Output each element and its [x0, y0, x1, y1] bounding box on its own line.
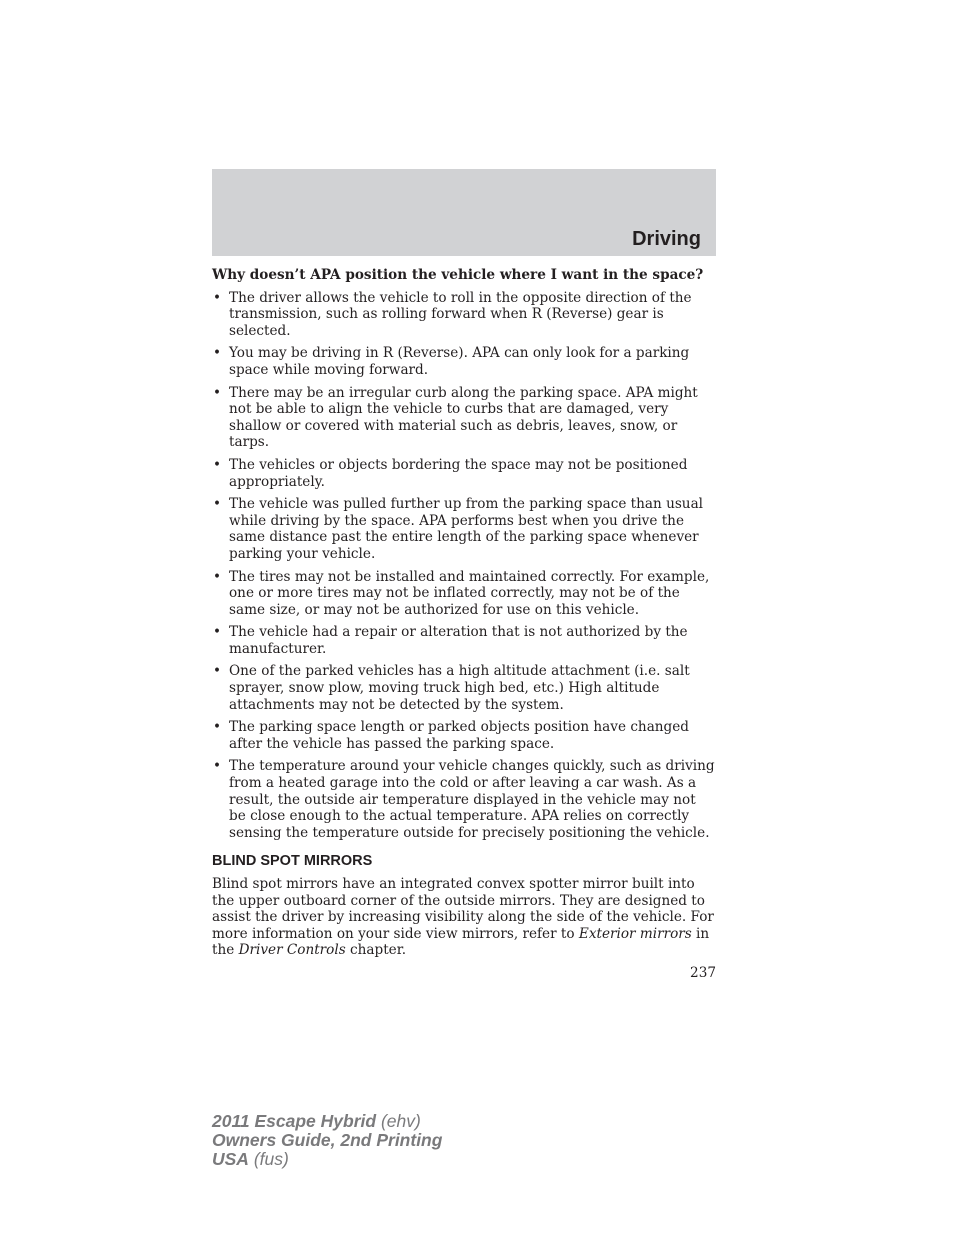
list-item-text: The vehicle was pulled further up from the parking space than usual while driving by the space. APA performs best when you drive the same distance past the entire length of the parking space whenever parking your vehicle. — [229, 496, 704, 562]
paragraph-text: in the — [212, 925, 710, 959]
list-item — [212, 345, 716, 378]
footer-model-code: (ehv) — [376, 1111, 421, 1131]
bullet-icon: • — [213, 663, 222, 680]
faq-question: Why doesn’t APA position the vehicle where I want in the space? — [212, 267, 704, 283]
bullet-icon: • — [213, 719, 222, 736]
footer-region-code: (fus) — [248, 1149, 289, 1169]
paragraph-text: Blind spot mirrors have an integrated convex spotter mirror built into the upper outboard corner of the outside mirrors. They are designed to assist the driver by increasing visibility along the side of the vehicle. For more information on your side view mirrors, refer to — [212, 876, 714, 942]
page-content — [212, 267, 716, 982]
list-item — [212, 496, 716, 562]
bullet-icon: • — [213, 345, 222, 362]
blind-spot-paragraph — [212, 876, 716, 959]
paragraph-text: chapter. — [345, 942, 407, 959]
exterior-mirrors-reference: Exterior mirrors — [578, 925, 692, 942]
list-item-text: The temperature around your vehicle changes quickly, such as driving from a heated garage into the cold or after leaving a car wash. As a result, the outside air temperature displayed in the vehicle may not be close enough to the actual temperature. APA relies on correctly sensing the temperature outside for precisely positioning the vehicle. — [229, 758, 715, 841]
document-footer — [212, 1112, 442, 1169]
bullet-icon: • — [213, 456, 222, 473]
section-header-band — [212, 169, 716, 256]
reason-list — [212, 290, 716, 842]
list-item-text: You may be driving in R (Reverse). APA can only look for a parking space while moving forward. — [229, 345, 690, 378]
driver-controls-reference: Driver Controls — [238, 942, 346, 959]
bullet-icon: • — [213, 758, 222, 775]
bullet-icon: • — [213, 496, 222, 513]
list-item — [212, 457, 716, 490]
list-item-text: The driver allows the vehicle to roll in the opposite direction of the transmission, such as rolling forward when R (Reverse) gear is selected. — [229, 289, 692, 339]
bullet-icon: • — [213, 289, 222, 306]
footer-line-region — [212, 1150, 442, 1169]
section-title: Driving — [632, 228, 701, 250]
list-item-text: The vehicle had a repair or alteration that is not authorized by the manufacturer. — [229, 624, 688, 657]
bullet-icon: • — [213, 624, 222, 641]
footer-model-name: 2011 Escape Hybrid — [212, 1111, 377, 1131]
blind-spot-heading: BLIND SPOT MIRRORS — [212, 853, 373, 870]
list-item — [212, 385, 716, 451]
footer-region: USA — [212, 1149, 249, 1169]
bullet-icon: • — [213, 568, 222, 585]
list-item-text: There may be an irregular curb along the parking space. APA might not be able to align the vehicle to curbs that are damaged, very shallow or covered with material such as debris, leaves, snow, or tarps. — [229, 384, 698, 451]
footer-guide-name: Owners Guide, 2nd Printing — [212, 1130, 443, 1150]
page-number: 237 — [690, 964, 716, 981]
list-item — [212, 719, 716, 752]
list-item-text: The vehicles or objects bordering the space may not be positioned appropriately. — [229, 456, 688, 490]
list-item — [212, 290, 716, 340]
list-item-text: The parking space length or parked objects position have changed after the vehicle has passed the parking space. — [229, 719, 689, 752]
list-item-text: One of the parked vehicles has a high altitude attachment (i.e. salt sprayer, snow plow, moving truck high bed, etc.) High altitude attachments may not be detected by the system. — [229, 663, 690, 713]
list-item — [212, 663, 716, 713]
bullet-icon: • — [213, 384, 222, 401]
list-item-text: The tires may not be installed and maintained correctly. For example, one or more tires may not be inflated correctly, may not be of the same size, or may not be authorized for use on this vehicle. — [229, 568, 710, 618]
footer-line-model — [212, 1112, 442, 1131]
list-item — [212, 758, 716, 841]
footer-line-guide — [212, 1131, 442, 1150]
list-item — [212, 569, 716, 619]
list-item — [212, 624, 716, 657]
